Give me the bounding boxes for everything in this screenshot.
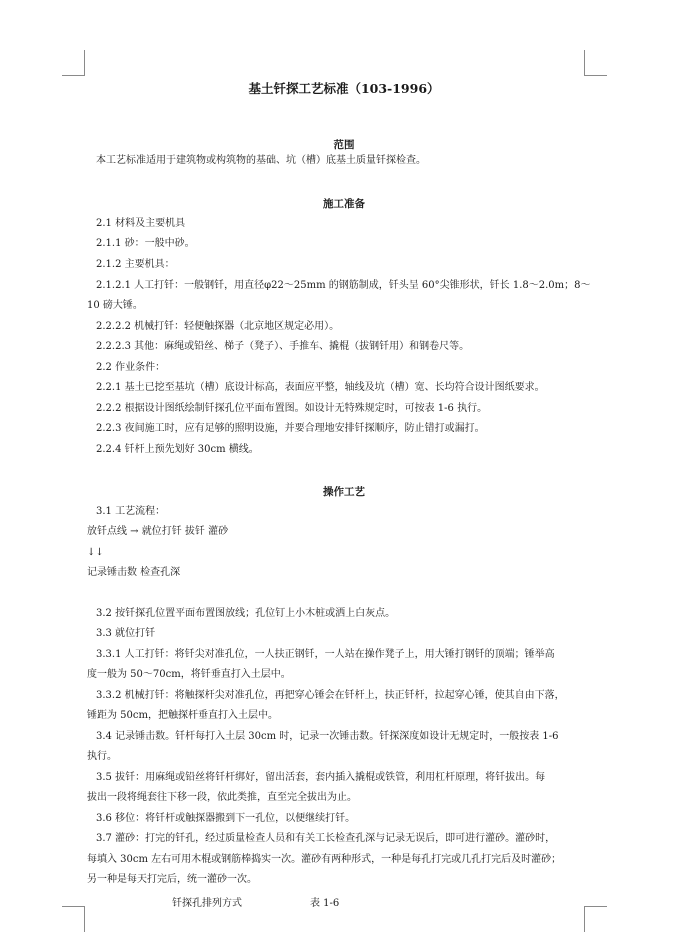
paragraph-line: 度一般为 50～70cm，将钎垂直打入土层中。 bbox=[87, 669, 291, 680]
scope-text: 本工艺标准适用于建筑物或构筑物的基础、坑（槽）底基土质量钎探检查。 bbox=[96, 155, 426, 166]
paragraph-line: 2.1.2 主要机具： bbox=[96, 259, 175, 270]
paragraph-line: 拔出一段将绳套往下移一段，依此类推，直至完全拔出为止。 bbox=[87, 792, 357, 803]
section-heading-preparation: 施工准备 bbox=[323, 198, 365, 210]
paragraph-line: 3.4 记录锤击数。钎杆每打入土层 30cm 时，记录一次锤击数。钎探深度如设计无规定时，一般按表 1-6 bbox=[96, 731, 559, 742]
paragraph-line: 2.2.1 基土已挖至基坑（槽）底设计标高，表面应平整，轴线及坑（槽）宽、长均符合设计图纸要求。 bbox=[96, 382, 545, 393]
paragraph-line: 3.3.2 机械打钎：将触探杆尖对准孔位，再把穿心锤会在钎杆上，扶正钎杆，拉起穿心锤，使其自由下落， bbox=[96, 690, 565, 701]
section-heading-scope: 范围 bbox=[333, 139, 355, 151]
paragraph-line: 10 磅大锤。 bbox=[87, 300, 143, 311]
paragraph-line: 2.2.4 钎杆上预先划好 30cm 横线。 bbox=[96, 444, 259, 455]
paragraph-line: 2.2.3 夜间施工时，应有足够的照明设施，并要合理地安排钎探顺序，防止错打或漏打。 bbox=[96, 423, 485, 434]
paragraph-line: 3.5 拔钎：用麻绳或铅丝将钎杆绑好，留出活套，套内插入撬棍或铁管，利用杠杆原理，将钎拔出。每 bbox=[96, 772, 546, 783]
paragraph-line: 2.2.2.3 其他：麻绳或铅丝、梯子（凳子）、手推车、撬棍（拔钢钎用）和钢卷尺等。 bbox=[96, 341, 470, 352]
crop-mark-bottom-left-v bbox=[84, 906, 85, 932]
process-flow-line: 放钎点线 → 就位打钎 拔钎 灌砂 bbox=[87, 526, 229, 537]
document-title: 基土钎探工艺标准（103-1996） bbox=[248, 81, 440, 96]
paragraph-line: 3.3.1 人工打钎：将钎尖对准孔位，一人扶正钢钎，一人站在操作凳子上，用大锤打钢钎的顶端；锤举高 bbox=[96, 649, 555, 660]
process-flow-arrows: ↓↓ bbox=[87, 547, 104, 558]
paragraph-line: 3.6 移位：将钎杆或触探器搬到下一孔位，以便继续打钎。 bbox=[96, 813, 356, 824]
paragraph-line: 2.2 作业条件： bbox=[96, 362, 166, 373]
crop-mark-bottom-right-h bbox=[584, 906, 607, 907]
table-caption-number: 表 1-6 bbox=[310, 898, 340, 909]
process-flow-line: 记录锤击数 检查孔深 bbox=[87, 567, 181, 578]
crop-mark-bottom-left-h bbox=[62, 906, 85, 907]
paragraph-line: 2.1.1 砂：一般中砂。 bbox=[96, 238, 195, 249]
paragraph-line: 锤距为 50cm，把触探杆垂直打入土层中。 bbox=[87, 710, 278, 721]
paragraph-line: 3.1 工艺流程： bbox=[96, 506, 166, 517]
paragraph-line: 2.1 材料及主要机具 bbox=[96, 218, 186, 229]
paragraph-line: 3.2 按钎探孔位置平面布置图放线；孔位钉上小木桩或洒上白灰点。 bbox=[96, 608, 396, 619]
paragraph-line: 3.7 灌砂：打完的钎孔，经过质量检查人员和有关工长检查孔深与记录无误后，即可进行灌砂。灌砂时， bbox=[96, 833, 556, 844]
paragraph-line: 2.2.2.2 机械打钎：轻便触探器（北京地区规定必用）。 bbox=[96, 321, 340, 332]
paragraph-line: 执行。 bbox=[87, 751, 117, 762]
section-heading-operation: 操作工艺 bbox=[323, 486, 365, 498]
paragraph-line: 3.3 就位打钎 bbox=[96, 628, 156, 639]
crop-mark-top-left-h bbox=[62, 75, 85, 76]
crop-mark-top-right-h bbox=[584, 75, 607, 76]
crop-mark-top-right-v bbox=[584, 50, 585, 75]
table-caption-name: 钎探孔排列方式 bbox=[172, 898, 242, 909]
paragraph-line: 另一种是每天打完后，统一灌砂一次。 bbox=[87, 874, 257, 885]
paragraph-line: 2.2.2 根据设计图纸绘制钎探孔位平面布置图。如设计无特殊规定时，可按表 1-6 执行。 bbox=[96, 403, 488, 414]
paragraph-line: 每填入 30cm 左右可用木棍或钢筋棒捣实一次。灌砂有两种形式，一种是每孔打完或几孔打完后及时灌砂； bbox=[87, 854, 562, 865]
paragraph-line: 2.1.2.1 人工打钎：一般钢钎，用直径φ22～25mm 的钢筋制成，钎头呈 60°尖锥形状，钎长 1.8～2.0m；8～ bbox=[96, 280, 591, 291]
crop-mark-bottom-right-v bbox=[584, 906, 585, 932]
crop-mark-top-left-v bbox=[84, 50, 85, 75]
